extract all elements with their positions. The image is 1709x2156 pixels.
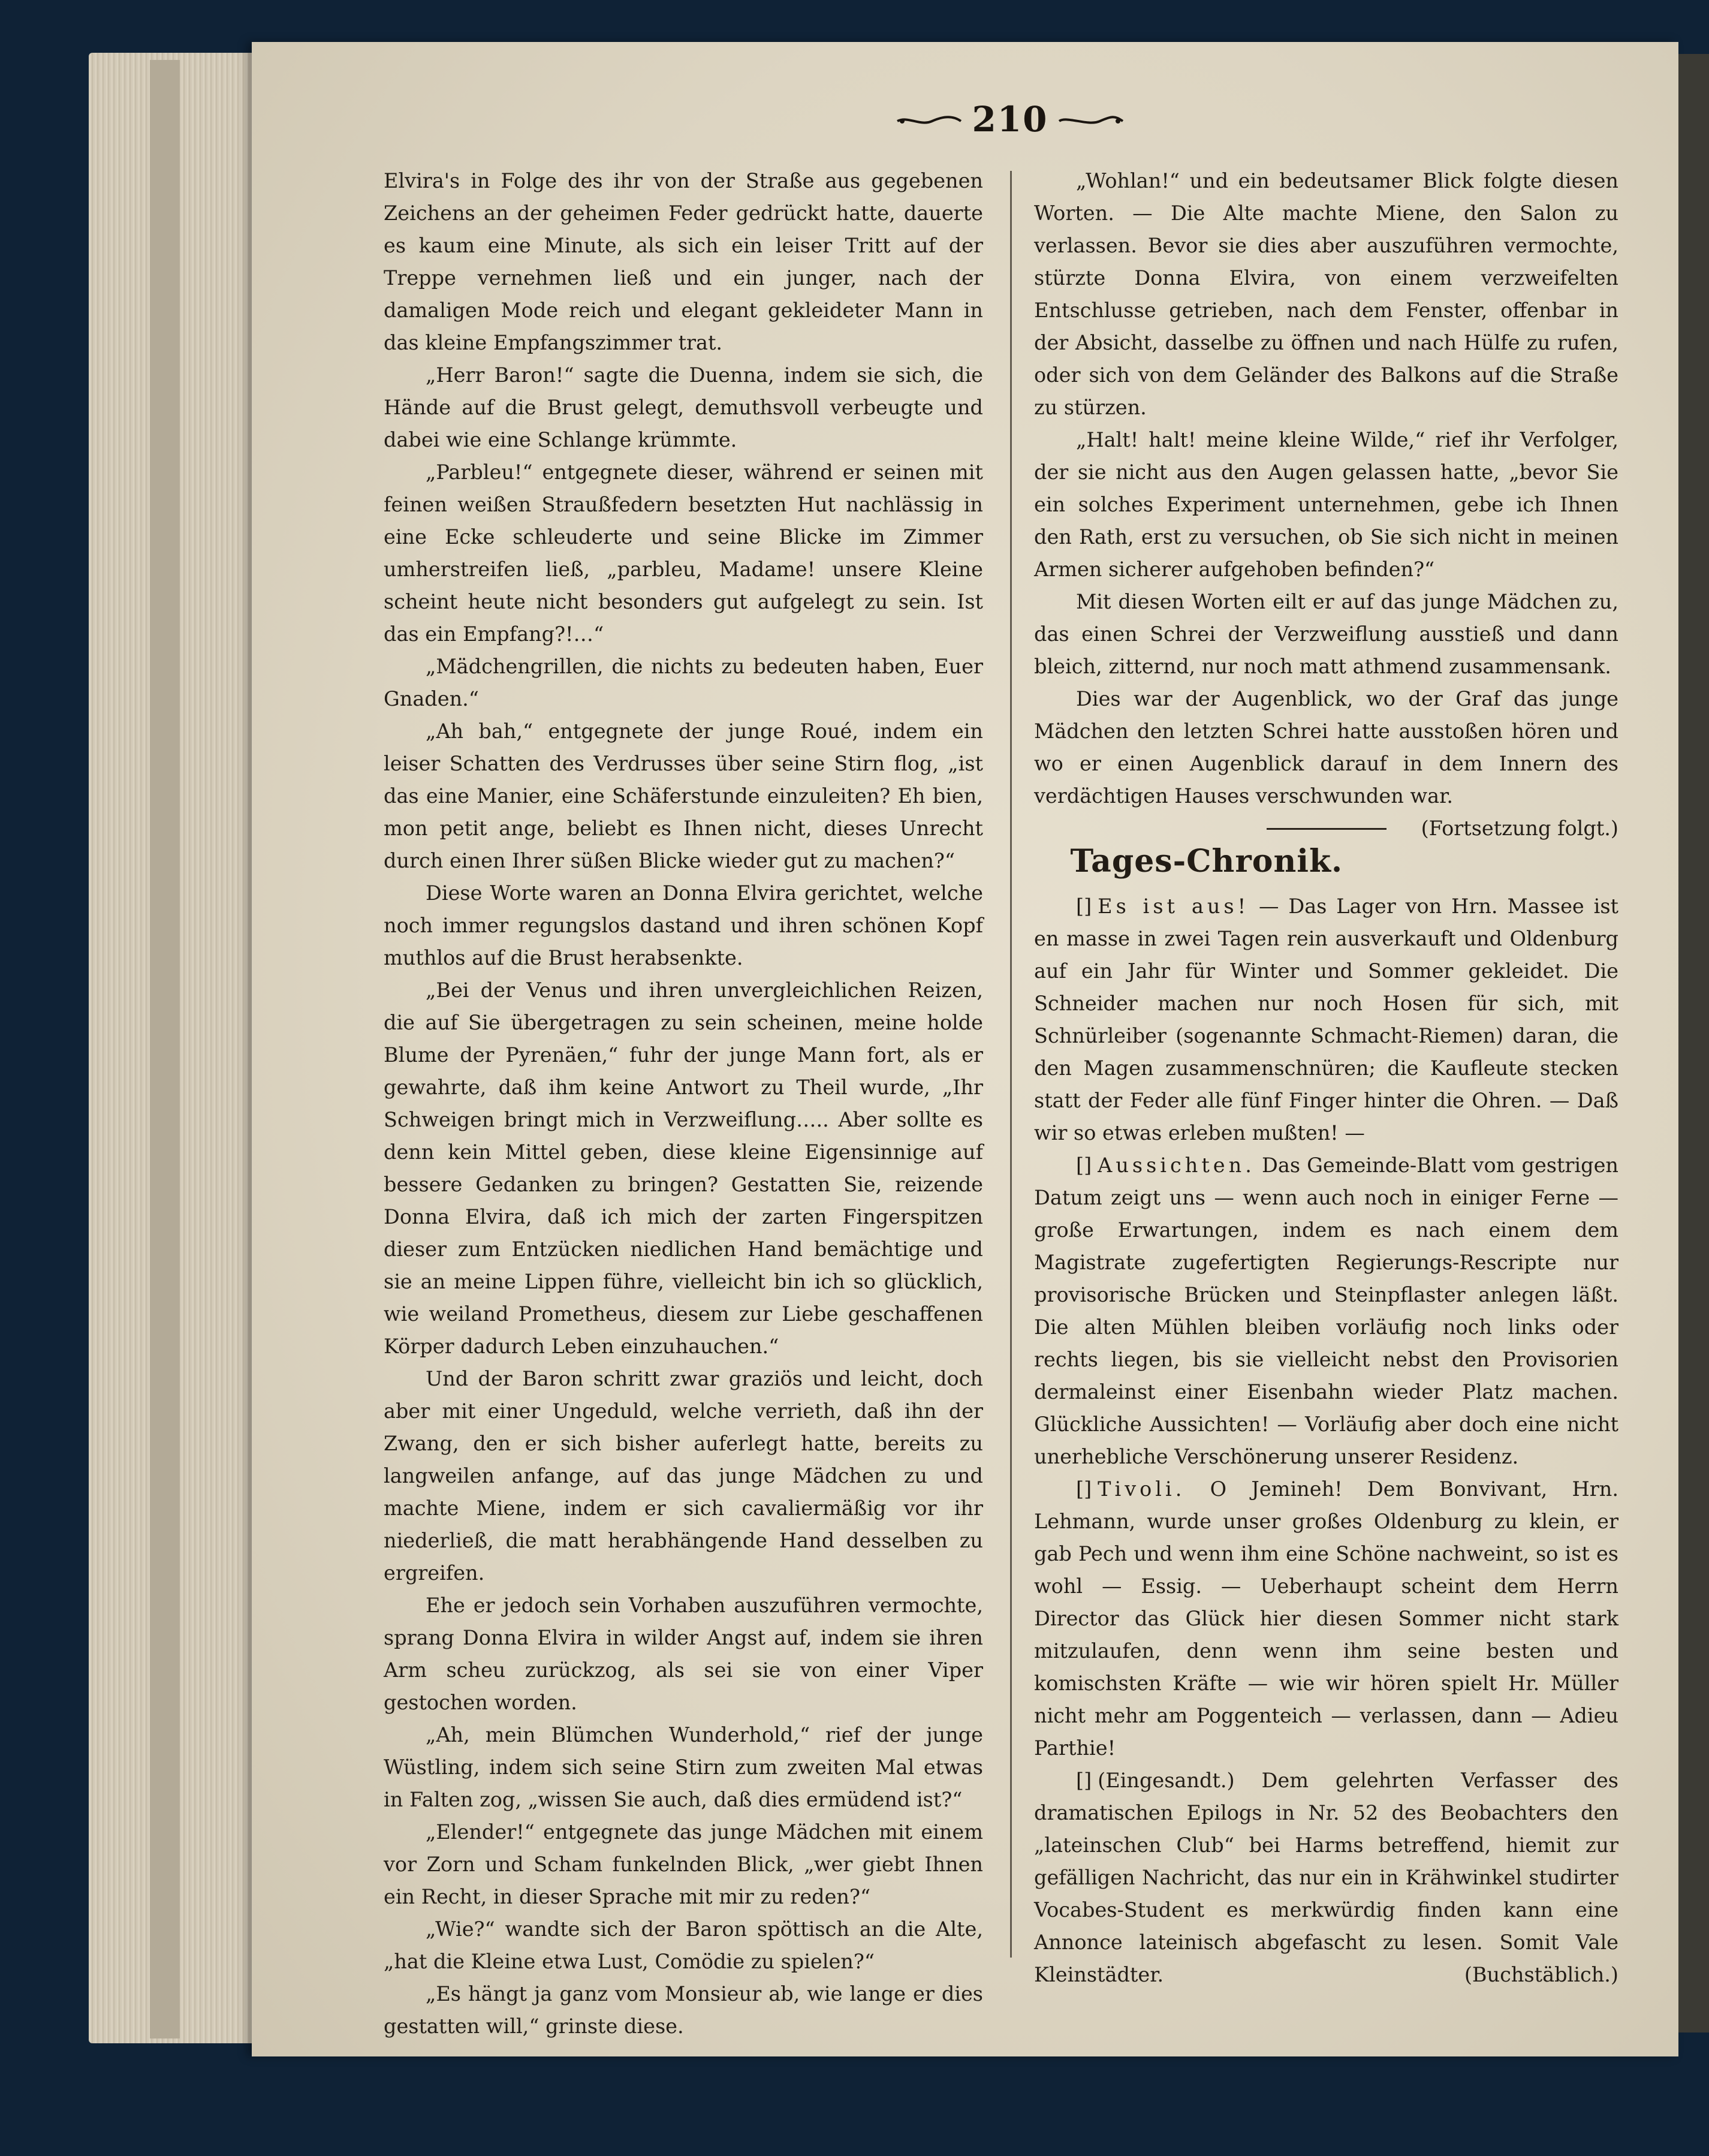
ornament-right-icon xyxy=(1058,116,1124,127)
paragraph: „Parbleu!“ entgegnete dieser, während er seinen mit feinen weißen Straußfedern besetzten Hut nachlässig in eine Ecke schleuderte und seine Blicke im Zimmer umherstreifen ließ, „parbleu, Madame! unsere Kleine scheint heute nicht besonders gut aufgelegt zu sein. Ist das ein Empfang?!…“ xyxy=(384,460,983,646)
paragraph: Elvira's in Folge des ihr von der Straße aus gegebenen Zeichens an der geheimen Feder gedrückt hatte, dauerte es kaum eine Minute, als sich ein leiser Tritt auf der Treppe vernehmen ließ und ein junger, nach der damaligen Mode reich und elegant gekleideter Mann in das kleine Empfangszimmer trat. xyxy=(384,169,983,354)
paragraph: „Es hängt ja ganz vom Monsieur ab, wie lange er dies gestatten will,“ grinste diese. xyxy=(384,1982,983,2038)
news-lead: (Eingesandt.) xyxy=(1098,1769,1235,1792)
paragraph: „Herr Baron!“ sagte die Duenna, indem sie sich, die Hände auf die Brust gelegt, demuthsvoll verbeugte und dabei wie eine Schlange krümmte. xyxy=(384,363,983,451)
paragraph: Und der Baron schritt zwar graziös und leicht, doch aber mit einer Ungeduld, welche verrieth, daß ihn der Zwang, den er sich bisher auferlegt hatte, bereits zu langweilen anfange, auf das junge Mädchen zu und machte Miene, indem er sich cavaliermäßig vor ihr niederließ, die matt herabhängende Hand desselben zu ergreifen. xyxy=(384,1367,983,1585)
news-item xyxy=(1034,890,1618,1149)
paragraph: Ehe er jedoch sein Vorhaben auszuführen vermochte, sprang Donna Elvira in wilder Angst auf, indem sie ihren Arm scheu zurückzog, als sei sie von einer Viper gestochen worden. xyxy=(384,1594,983,1714)
news-item xyxy=(1034,1149,1618,1473)
news-marker: [] xyxy=(1076,1154,1092,1177)
facing-page-edge xyxy=(1678,54,1709,2032)
paragraph: „Ah, mein Blümchen Wunderhold,“ rief der junge Wüstling, indem sich seine Stirn zum zweiten Mal etwas in Falten zog, „wissen Sie auch, daß dies ermüdend ist?“ xyxy=(384,1723,983,1811)
news-marker: [] xyxy=(1076,1477,1092,1501)
paragraph: „Wohlan!“ und ein bedeutsamer Blick folgte diesen Worten. — Die Alte machte Miene, den Salon zu verlassen. Bevor sie dies aber auszuführen vermochte, stürzte Donna Elvira, von einem verzweifelten Entschlusse getrieben, nach dem Fenster, offenbar in der Absicht, dasselbe zu öffnen und nach Hülfe zu rufen, oder sich von dem Geländer des Balkons auf die Straße zu stürzen. xyxy=(1034,169,1618,419)
paragraph: „Wie?“ wandte sich der Baron spöttisch an die Alte, „hat die Kleine etwa Lust, Comödie zu spielen?“ xyxy=(384,1917,983,1973)
paragraph: „Halt! halt! meine kleine Wilde,“ rief ihr Verfolger, der sie nicht aus den Augen gelassen hatte, „bevor Sie ein solches Experiment unternehmen, gebe ich Ihnen den Rath, erst zu versuchen, ob Sie sich nicht in meinen Armen sicherer aufgehoben befinden?“ xyxy=(1034,428,1618,581)
left-column xyxy=(384,165,983,2043)
paragraph xyxy=(1034,683,1618,840)
signature: (Buchstäblich.) xyxy=(1464,1963,1618,1986)
paragraph: „Bei der Venus und ihren unvergleichlichen Reizen, die auf Sie übergetragen zu sein scheinen, meine holde Blume der Pyrenäen,“ fuhr der junge Mann fort, als er gewahrte, daß ihm keine Antwort zu Theil wurde, „Ihr Schweigen bringt mich in Verzweiflung….. Aber sollte es denn kein Mittel geben, diese kleine Eigensinnige auf bessere Gedanken zu bringen? Gestatten Sie, reizende Donna Elvira, daß ich mich der zarten Fingerspitzen dieser zum Entzücken niedlichen Hand bemächtige und sie an meine Lippen führe, vielleicht bin ich so glücklich, wie weiland Prometheus, diesem zur Liebe geschaffenen Körper dadurch Leben einzuhauchen.“ xyxy=(384,978,983,1358)
paragraph: Mit diesen Worten eilt er auf das junge Mädchen zu, das einen Schrei der Verzweiflung ausstieß und dann bleich, zitternd, nur noch matt athmend zusammensank. xyxy=(1034,590,1618,678)
paragraph: Diese Worte waren an Donna Elvira gerichtet, welche noch immer regungslos dastand und ihren schönen Kopf muthlos auf die Brust herabsenkte. xyxy=(384,881,983,969)
news-lead: Aussichten. xyxy=(1098,1154,1255,1177)
news-item xyxy=(1034,1473,1618,1764)
news-text: O Jemineh! Dem Bonvivant, Hrn. Lehmann, wurde unser großes Oldenburg zu klein, er gab Pech und wenn ihm eine Schöne nachweint, so ist es wohl — Essig. — Ueberhaupt scheint dem Herrn Director das Glück hier diesen Sommer nicht stark mitzulaufen, denn wenn ihm seine besten und komischsten Kräfte — wie wir hören spielt Hr. Müller nicht mehr am Poggenteich — verlassen, dann — Adieu Parthie! xyxy=(1034,1477,1618,1760)
paragraph: „Elender!“ entgegnete das junge Mädchen mit einem vor Zorn und Scham funkelnden Blick, „wer giebt Ihnen ein Recht, in dieser Sprache mit mir zu reden?“ xyxy=(384,1820,983,1908)
news-marker: [] xyxy=(1076,895,1092,918)
column-divider xyxy=(1010,171,1012,1958)
page-number: 210 xyxy=(972,99,1048,140)
ornament-left-icon xyxy=(896,116,962,127)
section-separator xyxy=(1267,828,1387,830)
page-header xyxy=(896,99,1124,147)
news-item xyxy=(1034,1764,1618,1991)
news-text: Dem gelehrten Verfasser des dramatischen Epilogs in Nr. 52 des Beobachters den „lateinschen Club“ bei Harms betreffend, hiemit zur gefälligen Nachricht, das nur ein in Krähwinkel studirter Vocabes-Student es merkwürdig finden kann eine Annonce lateinisch abgefascht zu lesen. Somit Vale Kleinstädter. xyxy=(1034,1769,1618,1986)
continued-note: (Fortsetzung folgt.) xyxy=(1421,817,1618,840)
news-text: Das Gemeinde-Blatt vom gestrigen Datum zeigt uns — wenn auch noch in einiger Ferne — große Erwartungen, indem es nach einem dem Magistrate zugefertigten Regierungs-Rescripte nur provisorische Brücken und Steinpflaster anlegen läßt. Die alten Mühlen bleiben vorläufig noch links oder rechts liegen, bis sie vielleicht nebst den Provisorien dermaleinst einer Eisenbahn wieder Platz machen. Glückliche Aussichten! — Vorläufig aber doch eine nicht unerhebliche Verschönerung unserer Residenz. xyxy=(1034,1154,1618,1468)
paragraph-text: Dies war der Augenblick, wo der Graf das junge Mädchen den letzten Schrei hatte ausstoßen hören und wo er einen Augenblick darauf in dem Innern des verdächtigen Hauses verschwunden war. xyxy=(1034,687,1618,808)
book-spine-shadow xyxy=(150,60,180,2038)
right-column xyxy=(1034,165,1618,1991)
news-text: — Das Lager von Hrn. Massee ist en masse in zwei Tagen rein ausverkauft und Oldenburg auf ein Jahr für Winter und Sommer gekleidet. Die Schneider machen nur noch Hosen für sich, mit Schnürleiber (sogenannte Schmacht-Riemen) daran, die den Magen zusammenschnüren; die Kaufleute stecken statt der Feder alle fünf Finger hinter die Ohren. — Daß wir so etwas erleben mußten! — xyxy=(1034,895,1618,1145)
paragraph: „Mädchengrillen, die nichts zu bedeuten haben, Euer Gnaden.“ xyxy=(384,655,983,710)
section-title: Tages-Chronik. xyxy=(1070,843,1343,880)
news-lead: Es ist aus! xyxy=(1098,895,1250,918)
news-marker: [] xyxy=(1076,1769,1092,1792)
paragraph: „Ah bah,“ entgegnete der junge Roué, indem ein leiser Schatten des Verdrusses über seine Stirn flog, „ist das eine Manier, eine Schäferstunde einzuleiten? Eh bien, mon petit ange, beliebt es Ihnen nicht, dieses Unrecht durch einen Ihrer süßen Blicke wieder gut zu machen?“ xyxy=(384,719,983,872)
news-lead: Tivoli. xyxy=(1098,1477,1186,1501)
